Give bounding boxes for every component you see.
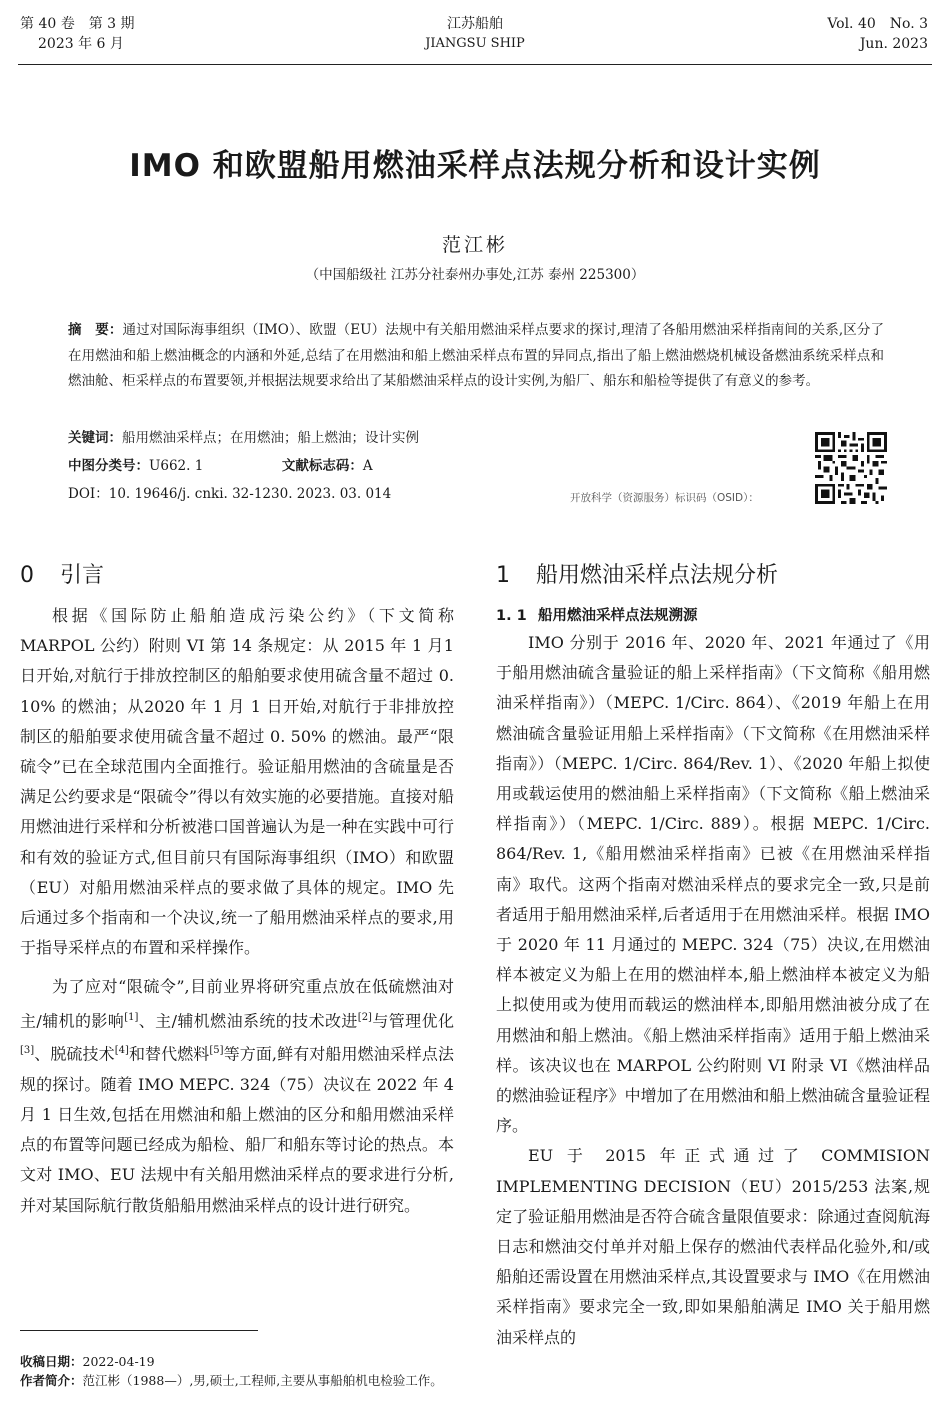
doi-value: 10. 19646/j. cnki. 32-1230. 2023. 03. 014 (108, 486, 392, 502)
citation-2[interactable]: [2] (357, 1011, 372, 1023)
footnote (20, 1352, 456, 1390)
abstract-label: 摘 要： (68, 322, 123, 338)
abstract-text: 通过对国际海事组织（IMO）、欧盟（EU）法规中有关船用燃油采样点要求的探讨,理清了各船用燃油采样指南间的关系,区分了在用燃油和船上燃油概念的内涵和外延,总结了在用燃油和船上燃油采样点布置的异同点,指出了船上燃油燃烧机械设备燃油系统采样点和燃油舱、柜采样点的布置要领,并根据法规要求给出了某船燃油采样点的设计实例,为船厂、船东和船检等提供了有意义的参考。 (68, 322, 885, 389)
left-column (20, 560, 454, 1221)
citation-4[interactable]: [4] (114, 1045, 129, 1057)
doi-label: DOI： (68, 486, 109, 502)
section-0-title: 引言 (60, 563, 105, 588)
keywords-label: 关键词： (68, 430, 122, 446)
author-affiliation: （中国船级社 江苏分社泰州办事处,江苏 泰州 225300） (305, 267, 645, 283)
journal-name-cn: 江苏船舶 (447, 16, 503, 32)
section-1-paragraph-2: EU 于 2015 年正式通过了 COMMISION IMPLEMENTING DECISION（EU）2015/253 法案,规定了验证船用燃油是否符合硫含量限值要求：除通过查阅航海日志和燃油交付单并对船上保存的燃油代表样品化验外,和/或船舶还需设置在用燃油采样点,其设置要求与 IMO《在用燃油采样指南》要求完全一致,即如果船舶满足 IMO 关于船用燃油采样点的 (496, 1146, 930, 1347)
classification (68, 456, 373, 476)
intro-paragraph-2 (20, 972, 454, 1220)
section-0-number: 0 (20, 563, 34, 588)
volume-issue-en: Vol. 40 No. 3 (827, 16, 928, 32)
intro-p2-text-e: 和替代燃料 (128, 1044, 210, 1064)
citation-1[interactable]: [1] (124, 1011, 139, 1023)
date-en: Jun. 2023 (859, 36, 928, 52)
doc-code-label: 文献标志码： (281, 458, 363, 474)
author-bio-label: 作者简介： (20, 1373, 83, 1388)
section-1-heading (496, 560, 930, 592)
author-bio (20, 1371, 456, 1390)
section-0-heading (20, 560, 454, 592)
intro-p2-text-b: 、主/辅机燃油系统的技术改进 (138, 1010, 358, 1030)
doi (68, 484, 391, 504)
citation-3[interactable]: [3] (20, 1045, 35, 1057)
subsection-1-1-title: 船用燃油采样点法规溯源 (538, 608, 698, 624)
received-date (20, 1352, 456, 1371)
subsection-1-1-heading (496, 604, 930, 628)
footnote-rule (20, 1330, 258, 1331)
citation-5[interactable]: [5] (209, 1045, 224, 1057)
osid-label: 开放科学（资源服务）标识码（OSID）： (570, 492, 759, 504)
intro-p2-text-d: 、脱硫技术 (34, 1044, 115, 1064)
journal-name-en: JIANGSU SHIP (425, 36, 525, 51)
right-column (496, 560, 930, 1353)
author-bio-text: 范江彬（1988—）,男,硕士,工程师,主要从事船舶机电检验工作。 (82, 1373, 443, 1388)
keywords (68, 428, 419, 448)
section-1-number: 1 (496, 563, 510, 588)
header-volume-en (827, 14, 928, 54)
received-value: 2022-04-19 (82, 1354, 155, 1369)
intro-p2-text-f: 等方面,鲜有对船用燃油采样点法规的探讨。随着 IMO MEPC. 324（75）决议在 2022 年 4 月 1 日生效,包括在用燃油和船上燃油的区分和船用燃油采样点的布置等问题已经成为船检、船厂和船东等讨论的热点。本文对 IMO、EU 法规中有关船用燃油采样点的要求进行分析,并对某国际航行散货船船用燃油采样点的设计进行研究。 (20, 1044, 454, 1215)
doc-code-value: A (362, 458, 373, 474)
clc-label: 中图分类号： (68, 458, 149, 474)
volume-issue-cn: 第 40 卷 第 3 期 (20, 16, 135, 32)
author-name: 范江彬 (441, 234, 508, 256)
section-1-paragraph-1: IMO 分别于 2016 年、2020 年、2021 年通过了《用于船用燃油硫含量验证的船上采样指南》（下文简称《船用燃油采样指南》）（MEPC. 1/Circ. 864）、《2019 年船上在用燃油硫含量验证用船上采样指南》（下文简称《在用燃油采样指南》）（MEPC. 1/Circ. 864/Rev. 1）、《2020 年船上拟使用或载运使用的燃油船上采样指南》（下文简称《船上燃油采样指南》）（MEPC. 1/Circ. 889）。根据 MEPC. 1/Circ. 864/Rev. 1,《船用燃油采样指南》已被《在用燃油采样指南》取代。这两个指南对燃油采样点的要求完全一致,只是前者适用于船用燃油采样,后者适用于在用燃油采样。根据 IMO 于 2020 年 11 月通过的 MEPC. 324（75）决议,在用燃油样本被定义为船上在用的燃油样本,船上燃油样本被定义为船上拟使用或为使用而载运的燃油样本,即船用燃油被分成了在用燃油和船上燃油。《船上燃油采样指南》适用于船上燃油采样。该决议也在 MARPOL 公约附则 VI 附录 VI《燃油样品的燃油验证程序》中增加了在用燃油和船上燃油硫含量验证程序。 (496, 633, 930, 1136)
header-rule (18, 64, 932, 65)
qr-code-icon[interactable] (815, 432, 887, 504)
intro-paragraph-1: 根据《国际防止船舶造成污染公约》（下文简称 MARPOL 公约）附则 VI 第 14 条规定：从 2015 年 1 月1 日开始,对航行于排放控制区的船舶要求使用硫含量不超过 0. 10% 的燃油；从2020 年 1 月 1 日开始,对航行于非排放控制区的船舶要求使用硫含量不超过 0. 50% 的燃油。最严“限硫令”已在全球范围内全面推行。验证船用燃油的含硫量是否满足公约要求是“限硫令”得以有效实施的必要措施。直接对船用燃油进行采样和分析被港口国普遍认为是一种在实践中可行和有效的验证方式,但目前只有国际海事组织（IMO）和欧盟（EU）对船用燃油采样点的要求做了具体的规定。IMO 先后通过多个指南和一个决议,统一了船用燃油采样点的要求,用于指导采样点的布置和采样操作。 (20, 606, 454, 958)
section-1-title: 船用燃油采样点法规分析 (536, 563, 779, 588)
clc-value: U662. 1 (149, 458, 204, 474)
intro-p2-text-a: 为了应对“限硫令”,目前业界将研究重点放在低硫燃油对主/辅机的影响 (20, 977, 454, 1030)
intro-p2-text-c: 与管理优化 (371, 1010, 454, 1030)
paper-title: IMO 和欧盟船用燃油采样点法规分析和设计实例 (129, 148, 821, 184)
keywords-text: 船用燃油采样点；在用燃油；船上燃油；设计实例 (122, 430, 419, 446)
subsection-1-1-number: 1. 1 (496, 608, 527, 624)
received-label: 收稿日期： (20, 1354, 83, 1369)
header-journal (0, 14, 950, 54)
date-cn: 2023 年 6 月 (38, 36, 124, 52)
abstract (68, 318, 884, 395)
